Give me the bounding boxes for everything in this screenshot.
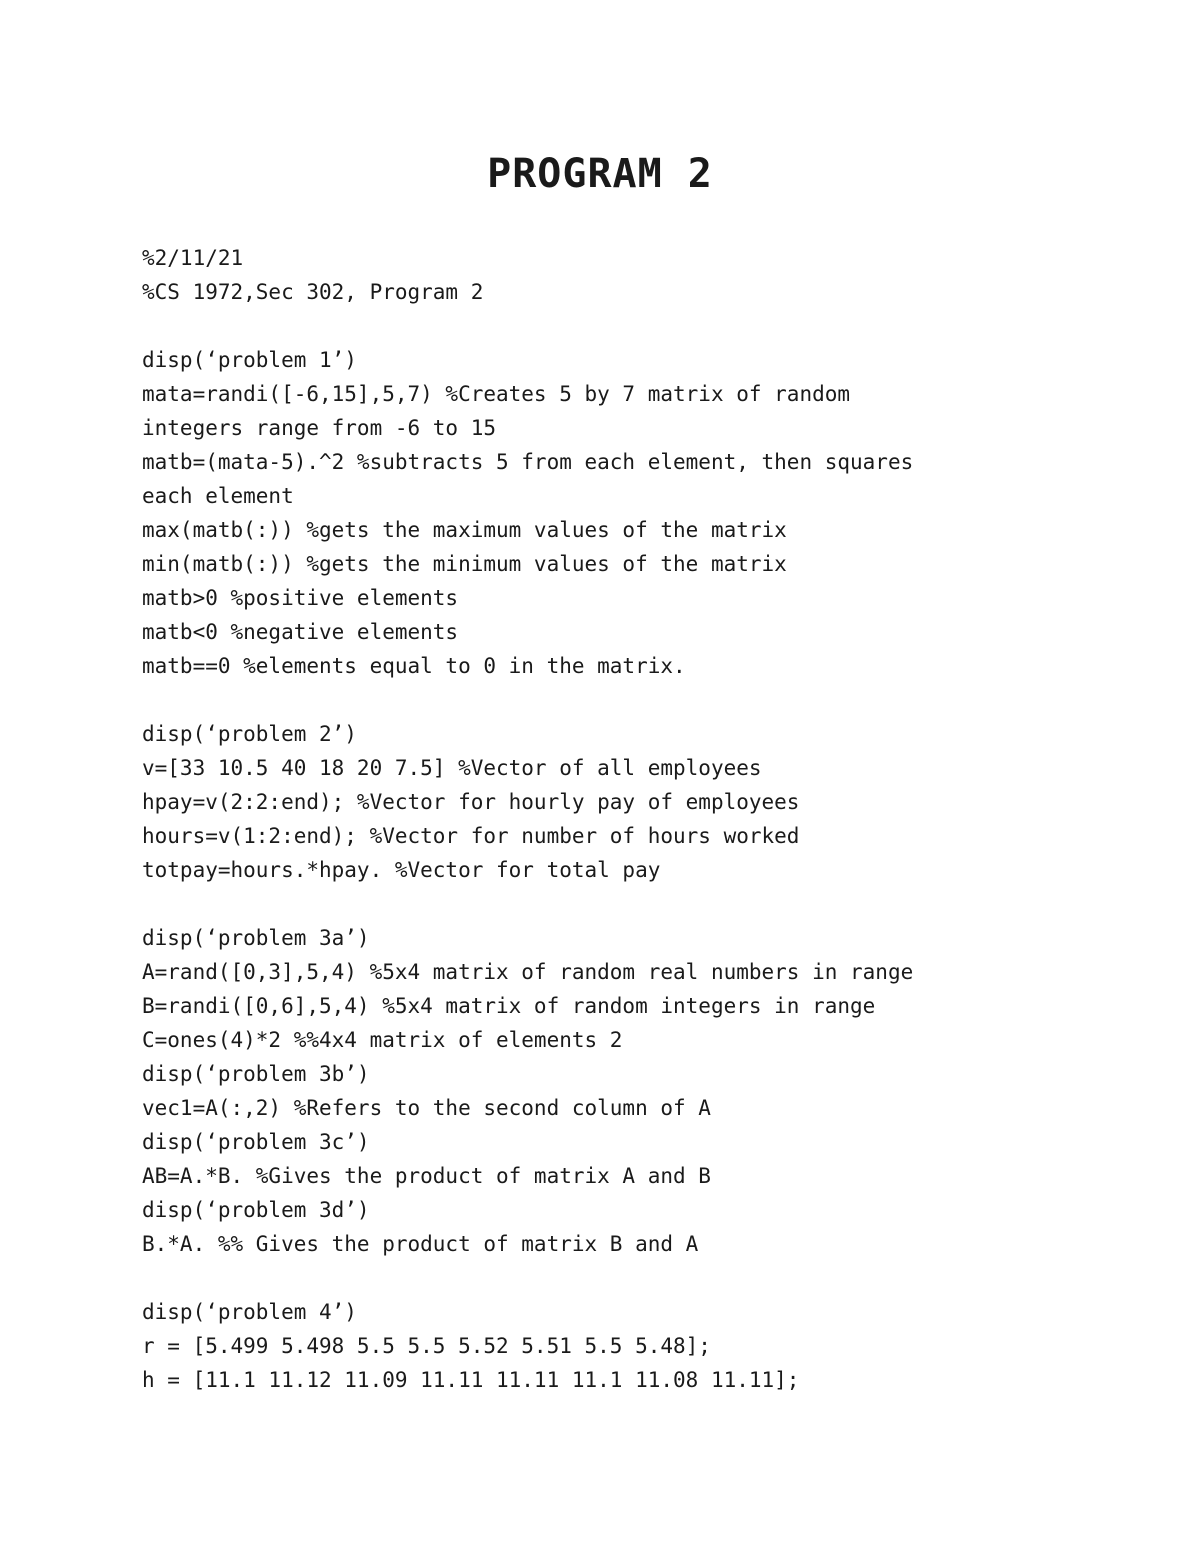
code-line: disp(‘problem 3a’)	[142, 926, 370, 950]
blank-line	[142, 683, 1142, 717]
page-title: PROGRAM 2	[487, 151, 713, 197]
blank-line	[142, 887, 1142, 921]
code-line: disp(‘problem 3b’)	[142, 1062, 370, 1086]
code-line: %CS 1972,Sec 302, Program 2	[142, 280, 484, 304]
code-line: B=randi([0,6],5,4) %5x4 matrix of random integers in range	[142, 994, 876, 1018]
code-line: disp(‘problem 3d’)	[142, 1198, 370, 1222]
code-line: integers range from -6 to 15	[142, 416, 497, 440]
code-block	[142, 241, 1142, 1397]
code-line: vec1=A(:,2) %Refers to the second column of A	[142, 1096, 711, 1120]
code-line: min(matb(:)) %gets the minimum values of the matrix	[142, 552, 787, 576]
code-line: matb==0 %elements equal to 0 in the matrix.	[142, 654, 686, 678]
code-line: AB=A.*B. %Gives the product of matrix A and B	[142, 1164, 711, 1188]
code-line: matb=(mata-5).^2 %subtracts 5 from each element, then squares	[142, 450, 914, 474]
blank-line	[142, 1261, 1142, 1295]
code-line: B.*A. %% Gives the product of matrix B and A	[142, 1232, 699, 1256]
code-line: r = [5.499 5.498 5.5 5.5 5.52 5.51 5.5 5.48];	[142, 1334, 711, 1358]
code-line: A=rand([0,3],5,4) %5x4 matrix of random real numbers in range	[142, 960, 914, 984]
code-line: disp(‘problem 3c’)	[142, 1130, 370, 1154]
code-line: disp(‘problem 1’)	[142, 348, 357, 372]
blank-line	[142, 309, 1142, 343]
code-line: each element	[142, 484, 294, 508]
code-line: matb<0 %negative elements	[142, 620, 459, 644]
code-line: hours=v(1:2:end); %Vector for number of hours worked	[142, 824, 800, 848]
code-line: totpay=hours.*hpay. %Vector for total pay	[142, 858, 661, 882]
code-line: matb>0 %positive elements	[142, 586, 459, 610]
code-line: h = [11.1 11.12 11.09 11.11 11.11 11.1 11.08 11.11];	[142, 1368, 800, 1392]
code-line: mata=randi([-6,15],5,7) %Creates 5 by 7 matrix of random	[142, 382, 851, 406]
code-line: v=[33 10.5 40 18 20 7.5] %Vector of all employees	[142, 756, 762, 780]
code-line: C=ones(4)*2 %%4x4 matrix of elements 2	[142, 1028, 623, 1052]
code-line: disp(‘problem 2’)	[142, 722, 357, 746]
code-line: hpay=v(2:2:end); %Vector for hourly pay of employees	[142, 790, 800, 814]
code-line: max(matb(:)) %gets the maximum values of the matrix	[142, 518, 787, 542]
code-line: %2/11/21	[142, 246, 244, 270]
code-line: disp(‘problem 4’)	[142, 1300, 357, 1324]
